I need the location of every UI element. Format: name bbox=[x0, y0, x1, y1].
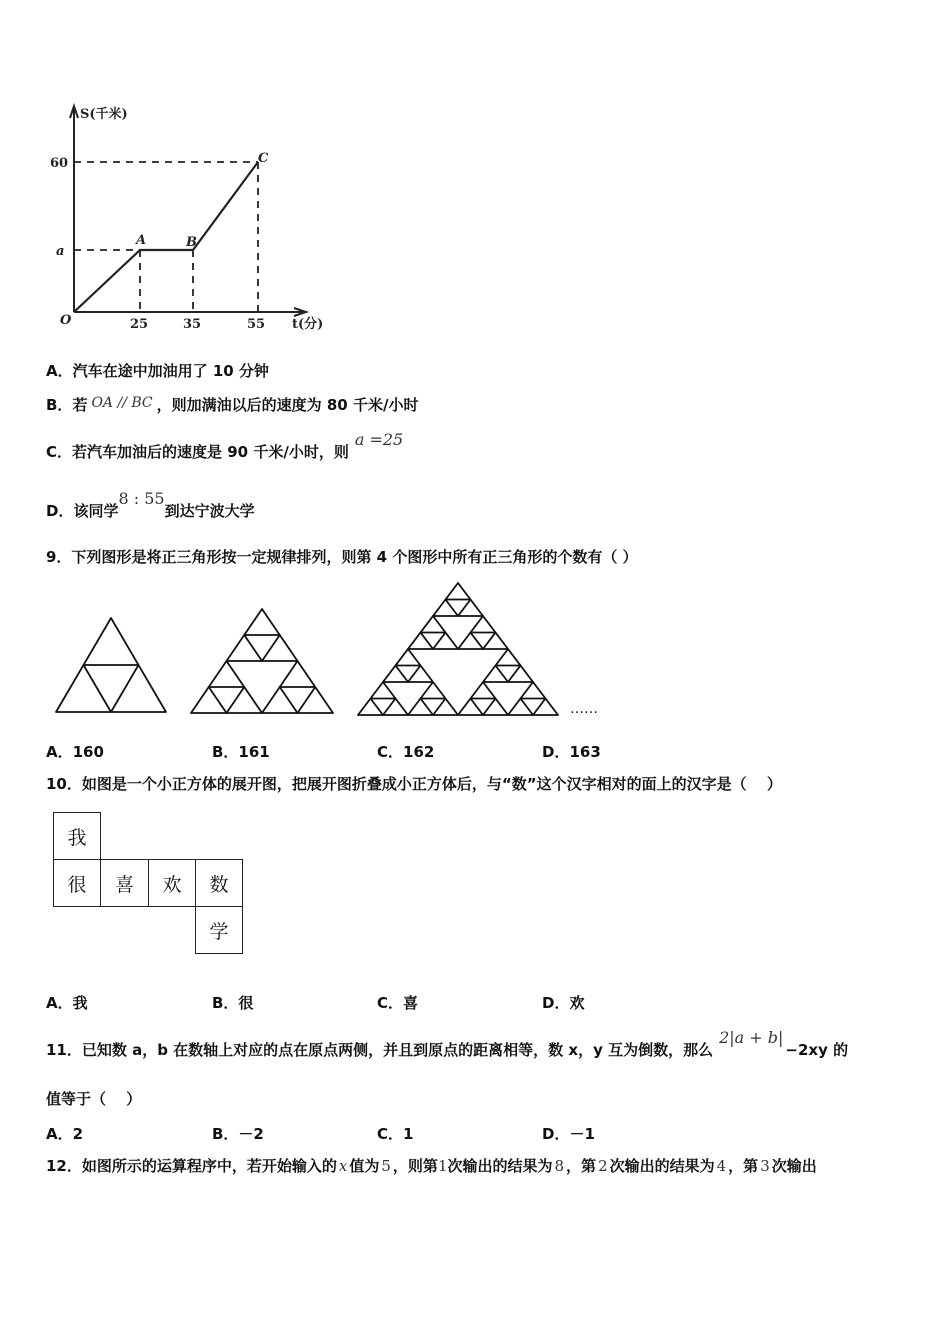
distance-time-graph bbox=[40, 100, 340, 340]
q10-option-a[interactable]: A．我 bbox=[46, 994, 88, 1012]
triangle-figure-2 bbox=[191, 609, 333, 713]
q11-option-a[interactable]: A．2 bbox=[46, 1125, 84, 1143]
y-tick-60: 60 bbox=[50, 156, 69, 171]
q11-option-b[interactable]: B．－2 bbox=[212, 1125, 264, 1143]
q9-option-a[interactable]: A．160 bbox=[46, 743, 104, 761]
q12-stem: 12．如图所示的运算程序中，若开始输入的 x 值为 5 ，则第1次输出的结果为 8 ，第 2 次输出的结果为 4 ，第 3 次输出 bbox=[46, 1157, 817, 1175]
q11-option-c[interactable]: C．1 bbox=[377, 1125, 414, 1143]
point-A-label: A bbox=[136, 233, 147, 248]
q10-option-b[interactable]: B．很 bbox=[212, 994, 254, 1012]
q9-option-d[interactable]: D．163 bbox=[542, 743, 601, 761]
net-face-huan: 欢 bbox=[148, 859, 196, 907]
triangle-figure-3 bbox=[358, 583, 558, 715]
x-axis-label: t(分) bbox=[292, 317, 324, 332]
graph-line-OABC bbox=[74, 162, 258, 312]
math-abs-a-plus-b: 2|a + b| bbox=[719, 1028, 784, 1047]
y-tick-a: a bbox=[56, 244, 65, 259]
q9-option-c[interactable]: C．162 bbox=[377, 743, 435, 761]
net-face-wo: 我 bbox=[53, 812, 101, 860]
origin-label: O bbox=[60, 313, 72, 328]
q8-option-c[interactable]: C．若汽车加油后的速度是 90 千米/小时，则a =25 bbox=[46, 430, 404, 461]
net-face-shu: 数 bbox=[195, 859, 243, 907]
x-tick-25: 25 bbox=[130, 317, 149, 332]
net-face-hen: 很 bbox=[53, 859, 101, 907]
net-face-xue: 学 bbox=[195, 906, 243, 954]
q9-triangle-figures bbox=[40, 575, 620, 725]
x-tick-55: 55 bbox=[247, 317, 266, 332]
y-axis-label: S(千米) bbox=[80, 107, 128, 122]
point-B-label: B bbox=[186, 235, 197, 250]
math-time-855: 8 : 55 bbox=[118, 489, 165, 508]
q10-option-c[interactable]: C．喜 bbox=[377, 994, 419, 1012]
math-oa-parallel-bc: OA // BC bbox=[91, 395, 153, 411]
q11-stem: 11．已知数 a，b 在数轴上对应的点在原点两侧，并且到原点的距离相等，数 x，y 互为倒数，那么2|a + b|−2xy 的 bbox=[46, 1028, 849, 1059]
q9-stem: 9．下列图形是将正三角形按一定规律排列，则第 4 个图形中所有正三角形的个数有（ ） bbox=[46, 548, 638, 566]
q10-option-d[interactable]: D．欢 bbox=[542, 994, 585, 1012]
q11-option-d[interactable]: D．－1 bbox=[542, 1125, 595, 1143]
x-tick-35: 35 bbox=[183, 317, 202, 332]
q8-option-b[interactable]: B．若 OA // BC ，则加满油以后的速度为 80 千米/小时 bbox=[46, 395, 419, 414]
math-a-equals-25: a =25 bbox=[354, 430, 404, 449]
triangle-figure-1 bbox=[56, 618, 166, 712]
q10-stem: 10．如图是一个小正方体的展开图，把展开图折叠成小正方体后，与“数”这个汉字相对的面上的汉字是（ ） bbox=[46, 775, 782, 793]
point-C-label: C bbox=[258, 151, 269, 166]
q9-option-b[interactable]: B．161 bbox=[212, 743, 270, 761]
q9-ellipsis: …… bbox=[570, 701, 598, 717]
q11-stem-line2: 值等于（ ） bbox=[46, 1090, 142, 1108]
net-face-xi: 喜 bbox=[100, 859, 149, 907]
q8-option-a[interactable]: A．汽车在途中加油用了 10 分钟 bbox=[46, 362, 269, 380]
q8-option-d[interactable]: D．该同学8 : 55到达宁波大学 bbox=[46, 489, 255, 520]
